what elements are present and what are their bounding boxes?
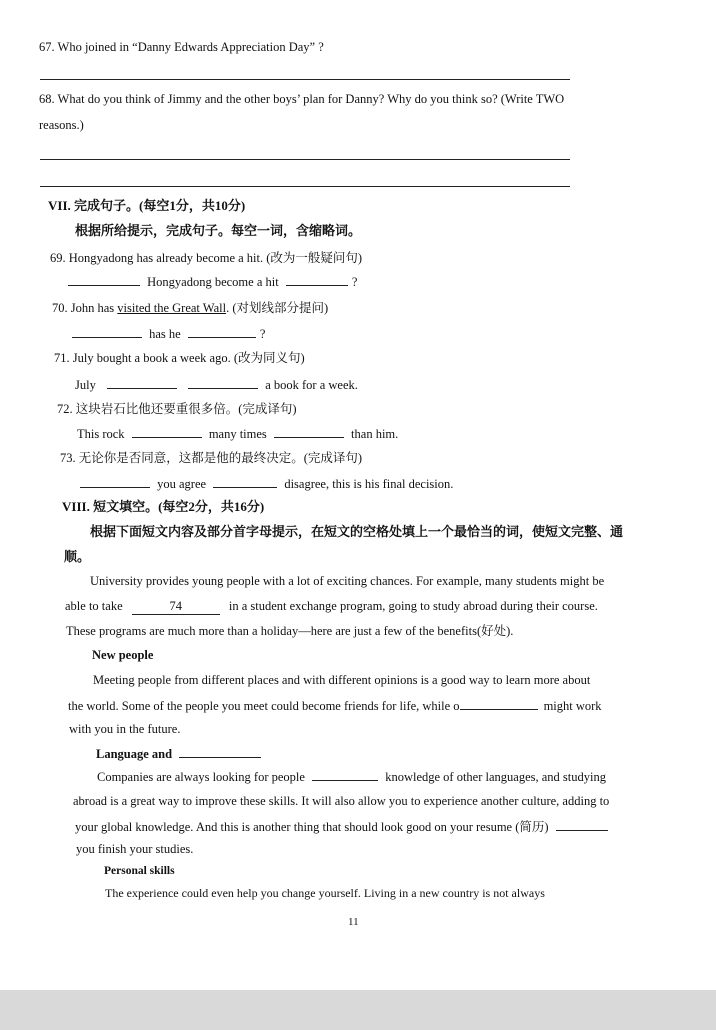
passage-p3-line1-post: knowledge of other languages, and studying <box>385 770 606 784</box>
answer-line-67[interactable] <box>40 79 570 80</box>
question-70-underlined: visited the Great Wall <box>117 301 227 315</box>
question-69: 69. Hongyadong has already become a hit. (改为一般疑问句) <box>50 251 363 265</box>
question-71: 71. July bought a book a week ago. (改为同义句) <box>54 351 305 365</box>
passage-p3-line1 <box>97 768 606 785</box>
passage-p1-line2-post: in a student exchange program, going to study abroad during their course. <box>228 599 598 613</box>
blank-70b[interactable] <box>188 325 256 338</box>
answer-70-text: has he <box>149 327 181 341</box>
passage-p2-line2 <box>68 697 602 714</box>
question-70-pre: 70. John has <box>52 301 118 315</box>
section-7-instruction: 根据所给提示，完成句子。每空一词，含缩略词。 <box>75 223 362 238</box>
answer-70 <box>72 325 265 342</box>
answer-line-68a[interactable] <box>40 159 570 160</box>
passage-p2-line2-pre: the world. Some of the people you meet could become friends for life, while o <box>68 699 460 713</box>
passage-p3-line1-pre: Companies are always looking for people <box>97 770 305 784</box>
question-68-line2: reasons.) <box>39 118 84 132</box>
question-67: 67. Who joined in “Danny Edwards Appreciation Day” ? <box>39 40 324 54</box>
answer-71-start: July <box>75 378 96 392</box>
answer-73 <box>80 475 453 492</box>
passage-p4-line1: The experience could even help you change yourself. Living in a new country is not always <box>105 886 545 900</box>
blank-71b[interactable] <box>188 376 258 389</box>
passage-p3-line2: abroad is a great way to improve these skills. It will also allow you to experience another culture, adding to <box>73 794 610 808</box>
blank-78[interactable] <box>556 818 608 831</box>
answer-72-mid: many times <box>208 427 267 441</box>
answer-72-start: This rock <box>77 427 125 441</box>
answer-69 <box>68 273 357 290</box>
answer-72-end: than him. <box>351 427 399 441</box>
question-68-line1: 68. What do you think of Jimmy and the other boys’ plan for Danny? Why do you think so? (Write TWO <box>39 92 565 106</box>
question-70-post: . (对划线部分提问) <box>226 301 329 315</box>
answer-72 <box>77 425 398 442</box>
passage-p1-line1: University provides young people with a lot of exciting chances. For example, many students might be <box>90 574 605 588</box>
passage-p3-line3-text: your global knowledge. And this is another thing that should look good on your resume (简历) <box>75 820 549 834</box>
answer-69-text: Hongyadong become a hit <box>147 275 279 289</box>
blank-70a[interactable] <box>72 325 142 338</box>
passage-p3-line3 <box>75 818 612 835</box>
question-70 <box>52 300 328 316</box>
blank-73a[interactable] <box>80 475 150 488</box>
blank-69b[interactable] <box>286 273 348 286</box>
answer-71-end: a book for a week. <box>265 378 358 392</box>
blank-75[interactable] <box>460 697 538 710</box>
page-number: 11 <box>348 916 359 928</box>
section-7-title: VII. 完成句子。(每空1分，共10分) <box>48 198 246 213</box>
answer-71 <box>75 376 358 393</box>
answer-line-68b[interactable] <box>40 186 570 187</box>
blank-72a[interactable] <box>132 425 202 438</box>
passage-p2-line1: Meeting people from different places and with different opinions is a good way to learn more about <box>93 673 591 687</box>
blank-76[interactable] <box>179 745 261 758</box>
passage-p1-line2-pre: able to take <box>65 599 123 613</box>
blank-72b[interactable] <box>274 425 344 438</box>
blank-71a[interactable] <box>107 376 177 389</box>
section-8-instruction-line1: 根据下面短文内容及部分首字母提示，在短文的空格处填上一个最恰当的词，使短文完整、通 <box>90 524 624 539</box>
blank-73b[interactable] <box>213 475 277 488</box>
heading-language-text: Language and <box>96 747 173 761</box>
question-72: 72. 这块岩石比他还要重很多倍。(完成译句) <box>57 402 297 416</box>
answer-73-mid: you agree <box>157 477 207 491</box>
answer-70-end: ? <box>259 327 266 341</box>
passage-p1-line3: These programs are much more than a holiday—here are just a few of the benefits(好处). <box>66 624 514 638</box>
passage-p3-line4: you finish your studies. <box>76 842 194 856</box>
blank-77[interactable] <box>312 768 378 781</box>
answer-69-end: ? <box>351 275 358 289</box>
bottom-gray-strip <box>0 990 716 1030</box>
section-8-instruction-line2: 顺。 <box>64 549 91 564</box>
blank-69a[interactable] <box>68 273 140 286</box>
heading-personal-skills: Personal skills <box>104 865 175 877</box>
section-8-title: VIII. 短文填空。(每空2分，共16分) <box>62 499 265 514</box>
heading-new-people: New people <box>92 648 154 662</box>
answer-73-end: disagree, this is his final decision. <box>284 477 454 491</box>
heading-language <box>96 745 265 762</box>
blank-74[interactable]: 74 <box>132 598 220 615</box>
passage-p1-line2 <box>65 598 598 615</box>
passage-p2-line2-post: might work <box>543 699 602 713</box>
passage-p2-line3: with you in the future. <box>69 722 181 736</box>
question-73: 73. 无论你是否同意，这都是他的最终决定。(完成译句) <box>60 451 363 465</box>
